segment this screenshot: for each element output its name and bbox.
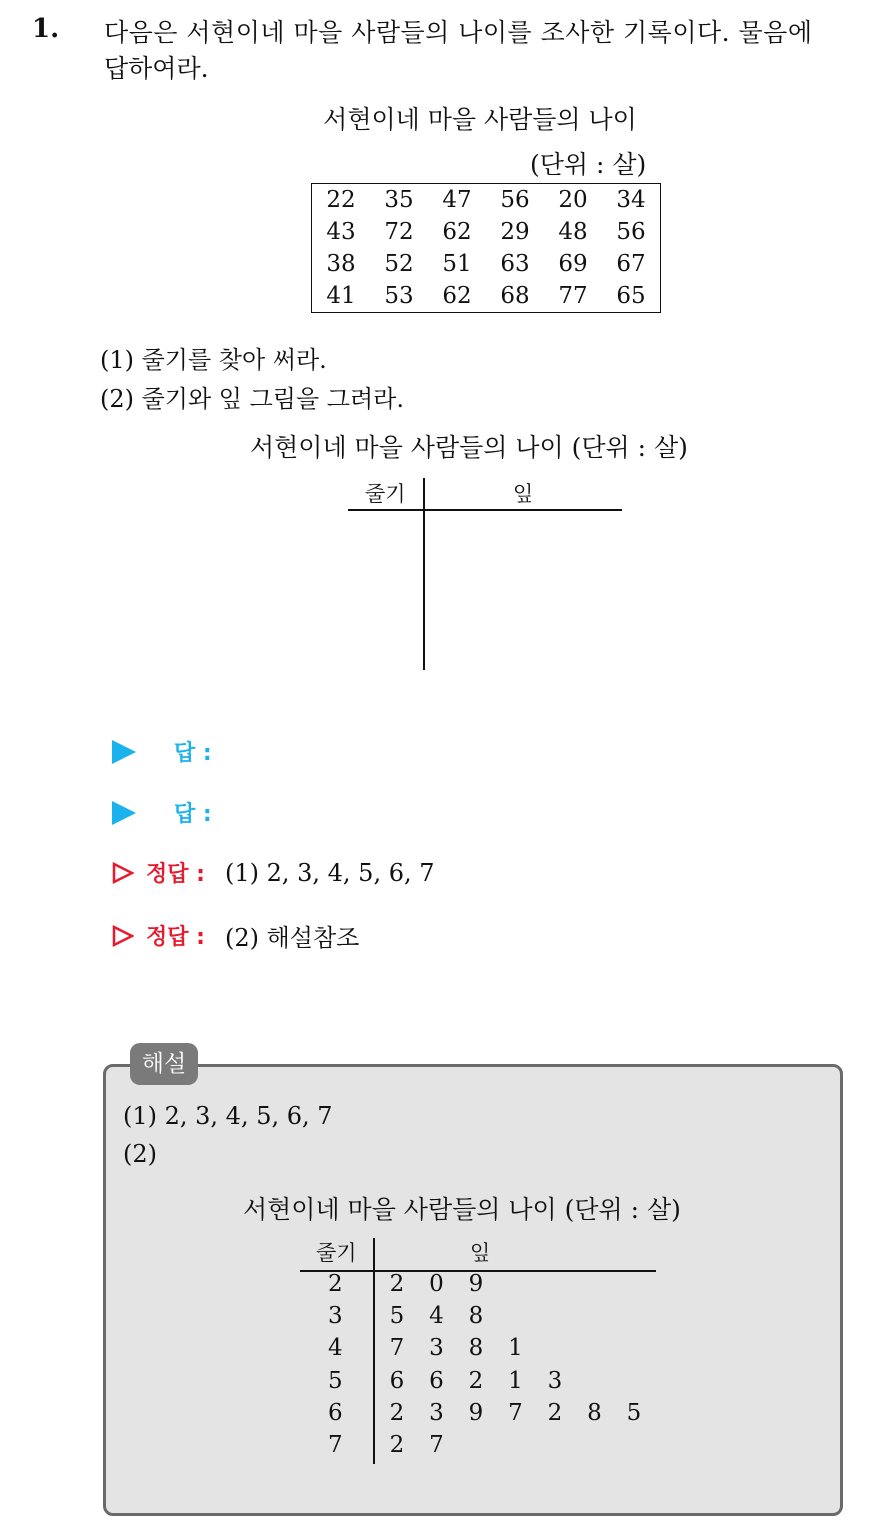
question-text-cont: 답하여라. [104,54,209,83]
leaf-value: 2 [389,1399,405,1426]
play-triangle-icon [112,740,136,764]
leaf-value: 5 [389,1303,405,1330]
leaf-value: 8 [587,1399,602,1426]
correct-answer-2: (2) 해설참조 [224,924,360,952]
leaf-value: 9 [468,1399,484,1426]
solution-plot-stem-header: 줄기 [316,1241,357,1265]
explanation-line-1: (1) 2, 3, 4, 5, 6, 7 [123,1102,333,1130]
table-cell: 22 [326,187,356,213]
leaf-value: 6 [389,1367,405,1394]
blank-plot-header-line [348,509,622,511]
leaf-value: 7 [429,1432,444,1458]
answer-label: 답 : [174,802,212,827]
table-cell: 53 [384,283,414,309]
stem-value: 6 [328,1399,343,1426]
age-data-table [311,183,661,313]
correct-answer-label: 정답 : [146,925,205,950]
outline-triangle-icon [112,925,134,947]
stem-value: 7 [328,1432,343,1458]
leaf-value: 3 [547,1367,563,1394]
leaf-value: 1 [508,1367,523,1394]
leaf-value: 0 [429,1271,444,1297]
leaf-value: 2 [547,1399,563,1426]
table-cell: 47 [442,187,472,213]
leaf-value: 3 [429,1399,444,1426]
table-cell: 67 [616,251,646,277]
correct-answer-label: 정답 : [146,862,205,887]
table-cell: 77 [558,283,588,309]
explanation-line-2: (2) [123,1140,157,1168]
blank-plot-leaf-header: 잎 [513,482,534,506]
answer-label: 답 : [174,741,212,766]
leaf-value: 6 [429,1367,444,1394]
leaf-value: 2 [389,1432,405,1458]
table-cell: 41 [326,283,356,309]
table-cell: 52 [384,251,414,277]
correct-answer-row-2 [112,918,359,953]
table-row [312,280,661,313]
leaf-value: 4 [429,1303,444,1330]
leaf-value: 1 [508,1335,523,1362]
answer-row-1 [112,736,212,767]
explanation-tag: 해설 [130,1043,198,1085]
table-cell: 63 [500,251,530,277]
table-cell: 29 [500,219,530,245]
table-cell: 48 [558,219,588,245]
leaf-value: 2 [468,1367,484,1394]
leaf-value: 2 [389,1271,405,1297]
correct-answer-row-1 [112,857,435,888]
table-cell: 34 [616,187,646,213]
table-cell: 65 [616,283,646,309]
table-cell: 69 [558,251,588,277]
table-cell: 35 [384,187,414,213]
table-cell: 56 [500,187,530,213]
play-triangle-icon [112,801,136,825]
table-row [312,248,661,280]
table-cell: 72 [384,219,414,245]
table-cell: 20 [558,187,588,213]
outline-triangle-icon [112,862,134,884]
table-cell: 38 [326,251,356,277]
leaf-value: 5 [626,1399,642,1426]
correct-answer-1: (1) 2, 3, 4, 5, 6, 7 [224,858,435,887]
table-cell: 68 [500,283,530,309]
solution-plot-leaf-header: 잎 [470,1241,491,1265]
table-cell: 62 [442,283,472,309]
table-cell: 43 [326,219,356,245]
blank-plot-divider-line [423,478,425,670]
subquestion-1: (1) 줄기를 찾아 써라. [100,346,327,374]
table-cell: 56 [616,219,646,245]
data-table-unit: (단위 : 살) [530,150,647,179]
answer-row-2 [112,797,212,828]
question-number: 1. [32,14,60,44]
question-text: 다음은 서현이네 마을 사람들의 나이를 조사한 기록이다. 물음에 [104,18,813,47]
stem-value: 4 [328,1335,343,1362]
leaf-value: 9 [468,1271,484,1297]
table-cell: 51 [442,251,472,277]
stem-value: 3 [328,1303,343,1330]
blank-plot-stem-header: 줄기 [365,482,406,506]
leaf-value: 8 [468,1303,484,1330]
stem-value: 2 [328,1271,343,1297]
stem-value: 5 [328,1367,343,1394]
leaf-value: 3 [429,1335,444,1362]
table-row [312,184,661,217]
leaf-value: 7 [508,1399,523,1426]
solution-plot-divider-line [373,1238,375,1464]
leaf-value: 8 [468,1335,484,1362]
solution-plot-title: 서현이네 마을 사람들의 나이 (단위 : 살) [243,1195,681,1224]
leaf-value: 7 [389,1335,405,1362]
subquestion-2: (2) 줄기와 잎 그림을 그려라. [100,385,404,413]
table-row [312,216,661,248]
table-cell: 62 [442,219,472,245]
blank-plot-title: 서현이네 마을 사람들의 나이 (단위 : 살) [250,433,688,462]
data-table-title: 서현이네 마을 사람들의 나이 [323,105,637,134]
